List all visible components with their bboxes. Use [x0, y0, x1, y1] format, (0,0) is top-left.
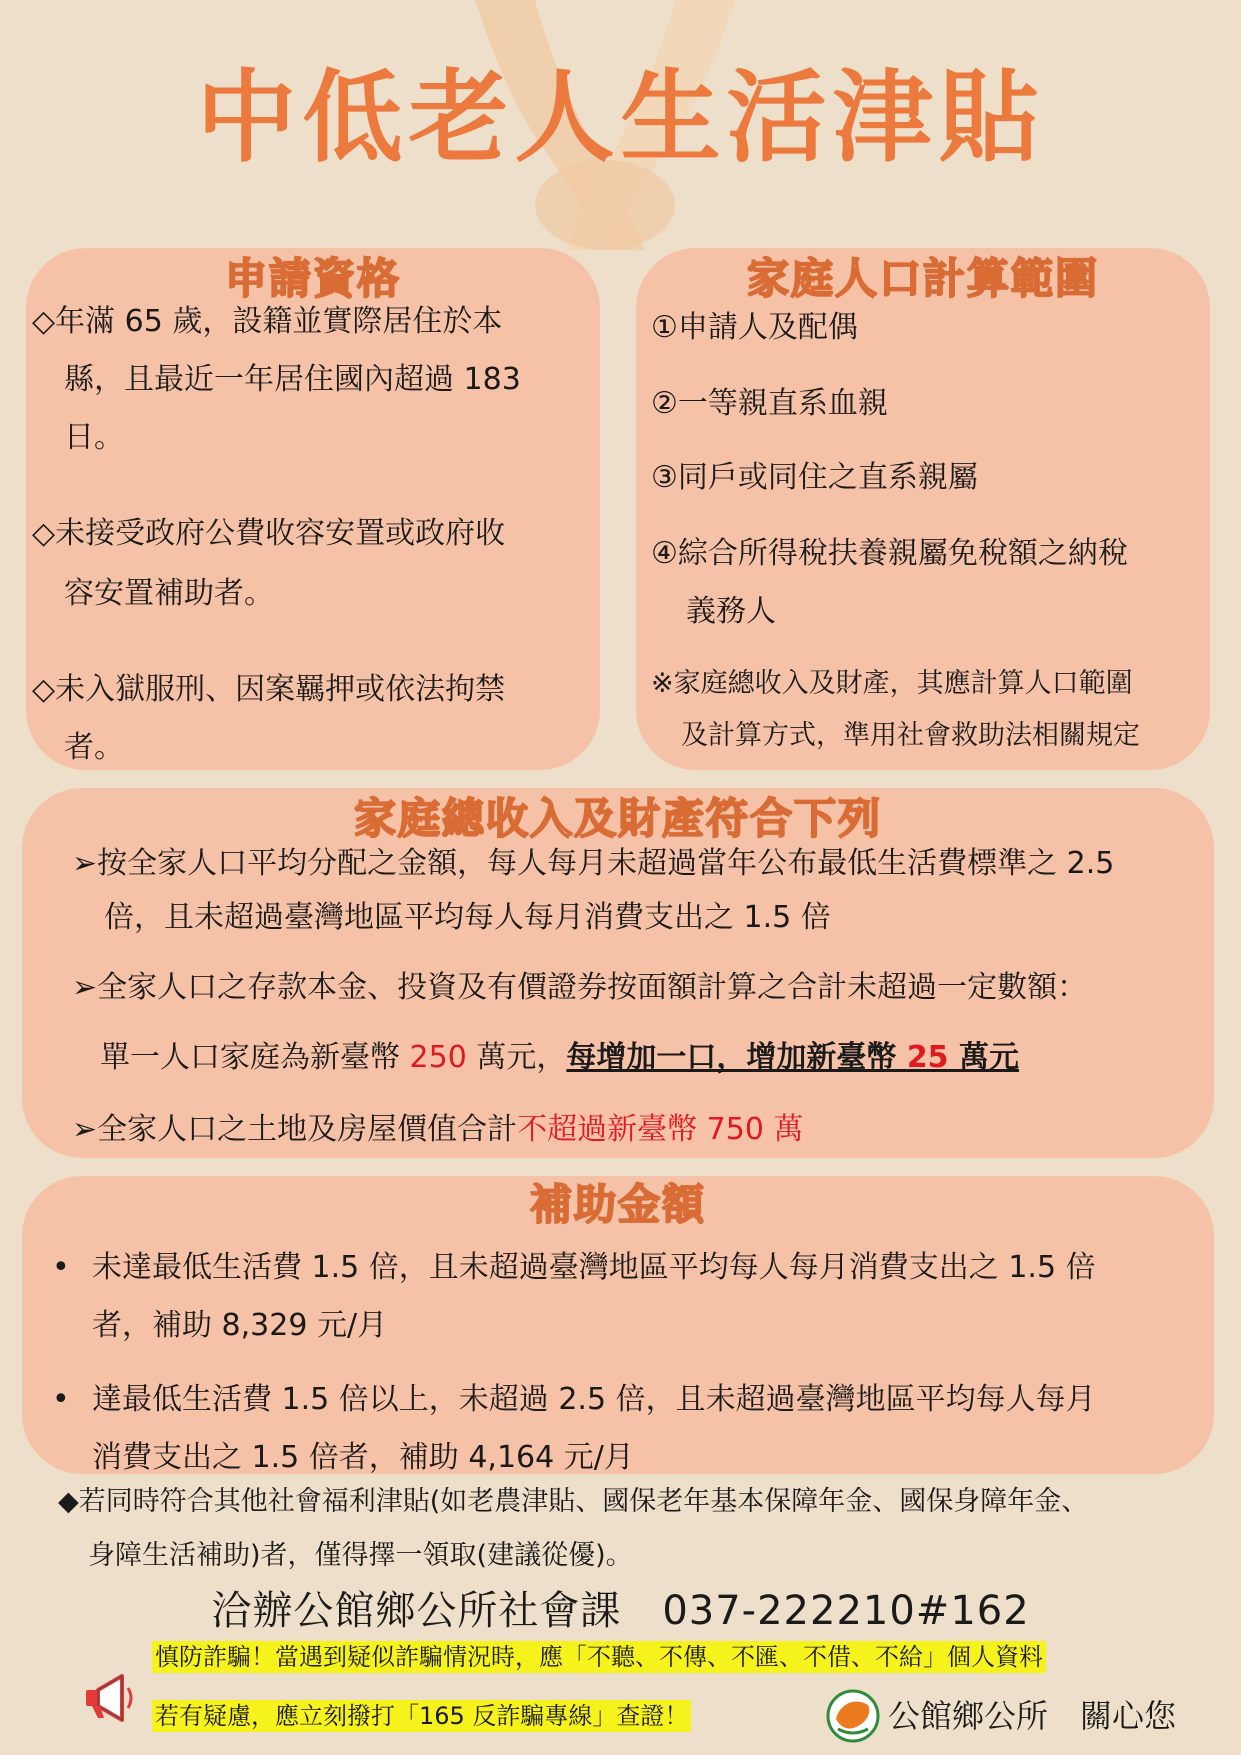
- page-title: 中低老人生活津貼: [196, 59, 1045, 176]
- subsidy-line: 未達最低生活費 1.5 倍，且未超過臺灣地區平均每人每月消費支出之 1.5 倍: [92, 1250, 1096, 1285]
- eligibility-line: 日。: [64, 420, 124, 455]
- eligibility-line: 容安置補助者。: [64, 576, 274, 611]
- eligibility-line: ◇未接受政府公費收容安置或政府收: [32, 516, 506, 551]
- household-line: ②一等親直系血親: [651, 386, 888, 421]
- note-line: 身障生活補助)者，僅得擇一領取(建議從優)。: [88, 1540, 633, 1571]
- footer-signature: 公館鄉公所 關心您: [888, 1697, 1177, 1735]
- income-card: [22, 788, 1214, 1158]
- income-line: ➢全家人口之存款本金、投資及有價證券按面額計算之合計未超過一定數額：: [72, 970, 1088, 1005]
- eligibility-card: [26, 248, 600, 770]
- bullet: •: [52, 1250, 70, 1285]
- household-card: [636, 248, 1210, 770]
- contact-info: 洽辦公館鄉公所社會課 037-222210#162: [211, 1588, 1030, 1634]
- subsidy-line: 達最低生活費 1.5 倍以上，未超過 2.5 倍，且未超過臺灣地區平均每人每月: [92, 1382, 1096, 1417]
- subsidy-card: [22, 1176, 1214, 1474]
- household-line: ③同戶或同住之直系親屬: [651, 460, 978, 495]
- note-line: ◆若同時符合其他社會福利津貼(如老農津貼、國保老年基本保障年金、國保身障年金、: [58, 1486, 1089, 1517]
- household-line: ④綜合所得稅扶養親屬免稅額之納稅: [651, 536, 1128, 571]
- eligibility-line: 縣，且最近一年居住國內超過 183: [64, 362, 521, 397]
- income-text: 單一人口家庭為新臺幣: [100, 1040, 410, 1075]
- income-increment: 每增加一口，增加新臺幣 25 萬元: [566, 1040, 1020, 1075]
- income-amount: 250: [409, 1040, 467, 1075]
- eligibility-line: ◇年滿 65 歲，設籍並實際居住於本: [32, 304, 503, 339]
- bullet: •: [52, 1382, 70, 1417]
- fraud-warning: 慎防詐騙！當遇到疑似詐騙情況時，應「不聽、不傳、不匯、不借、不給」個人資料: [152, 1641, 1046, 1673]
- household-heading: 家庭人口計算範圍: [746, 254, 1099, 303]
- income-line: [72, 1108, 803, 1152]
- income-text: ➢全家人口之土地及房屋價值合計: [72, 1112, 518, 1147]
- income-heading: 家庭總收入及財產符合下列: [353, 794, 882, 843]
- household-note: 及計算方式，準用社會救助法相關規定: [681, 720, 1140, 751]
- household-note: ※家庭總收入及財產，其應計算人口範圍: [651, 668, 1133, 699]
- eligibility-line: 者。: [64, 730, 124, 765]
- township-logo-icon: [826, 1689, 880, 1743]
- income-line: [100, 1036, 1019, 1080]
- household-line: ①申請人及配偶: [651, 310, 858, 345]
- household-line: 義務人: [686, 594, 776, 629]
- income-line: ➢按全家人口平均分配之金額，每人每月未超過當年公布最低生活費標準之 2.5: [72, 846, 1115, 881]
- income-limit: 不超過新臺幣 750 萬: [517, 1112, 804, 1147]
- eligibility-line: ◇未入獄服刑、因案羈押或依法拘禁: [32, 672, 506, 707]
- income-text: 萬元，: [466, 1040, 567, 1075]
- subsidy-heading: 補助金額: [529, 1180, 706, 1229]
- eligibility-heading: 申請資格: [224, 254, 401, 303]
- megaphone-icon: [82, 1670, 140, 1724]
- subsidy-line: 者，補助 8,329 元/月: [92, 1308, 388, 1343]
- income-line: 倍，且未超過臺灣地區平均每人每月消費支出之 1.5 倍: [104, 900, 831, 935]
- subsidy-line: 消費支出之 1.5 倍者，補助 4,164 元/月: [92, 1440, 634, 1475]
- fraud-hotline: 若有疑慮，應立刻撥打「165 反詐騙專線」查證！: [152, 1700, 691, 1732]
